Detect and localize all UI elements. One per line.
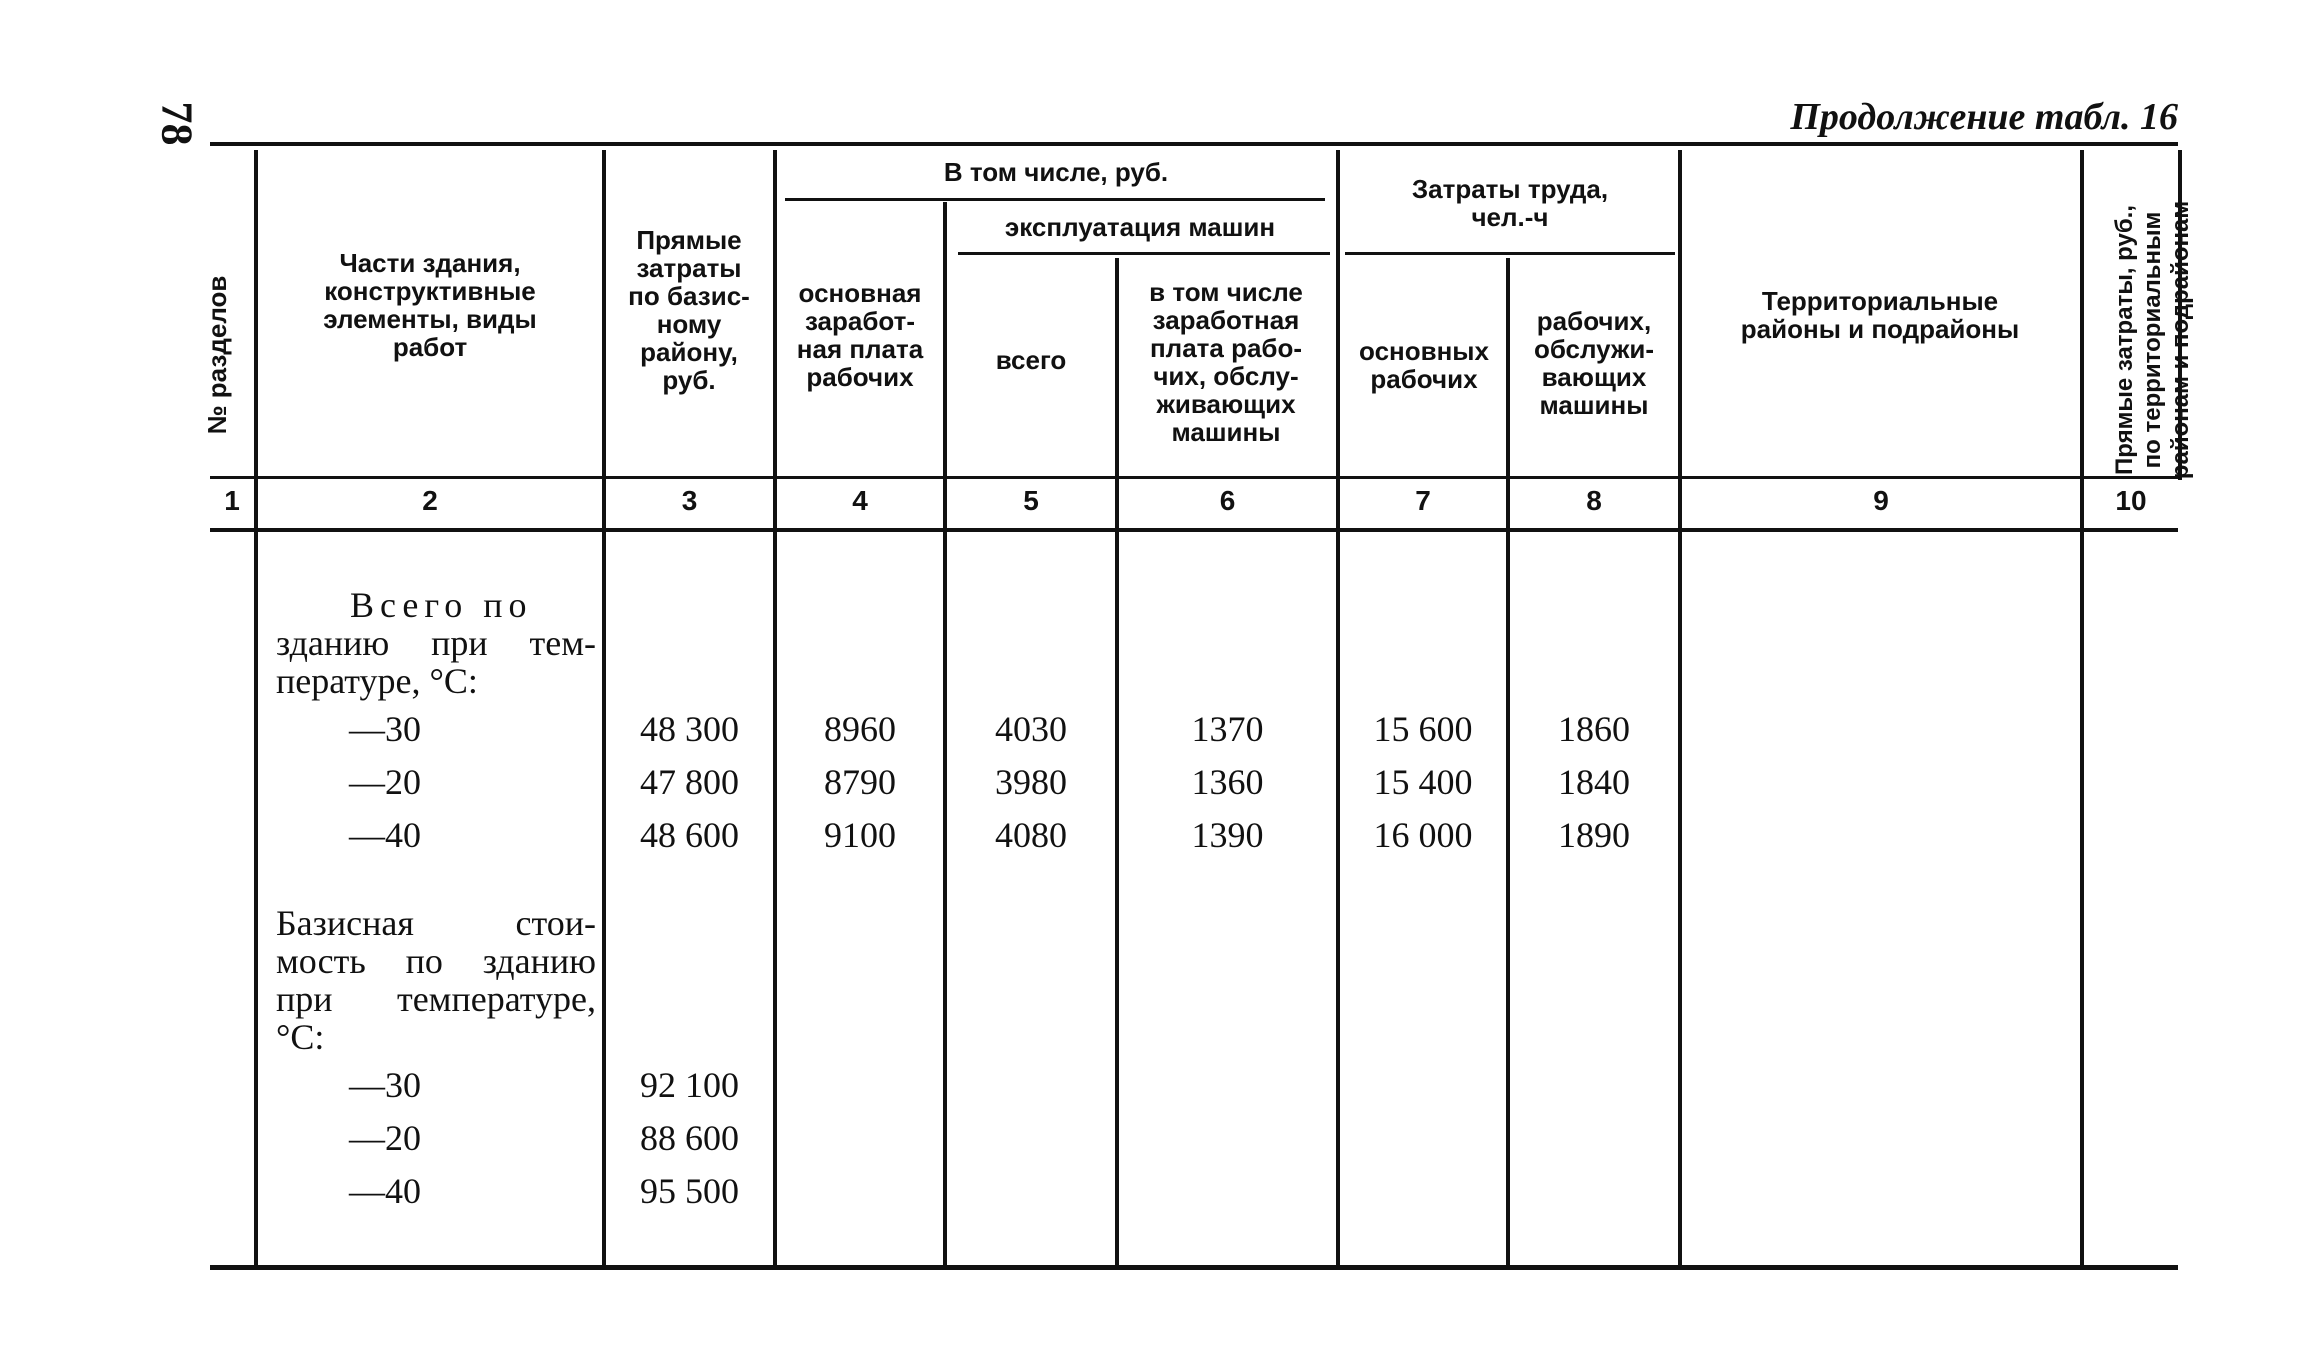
column-number-4: 4 [852,485,868,516]
header-machines-total: всего [995,345,1067,375]
labor-main-cell: 16 000 [1373,815,1473,855]
base-wage-cell: 8960 [824,709,896,749]
labor-machines-cell: 1860 [1558,709,1630,749]
header-machines-wage: в том числе заработная плата рабо- чих, обслу- живающих машины [1149,277,1303,447]
group-rule-machines [958,252,1330,255]
column-number-2: 2 [422,485,438,516]
table-bottom-rule [210,1265,2178,1270]
direct-costs-cell: 48 600 [640,815,739,855]
column-number-6: 6 [1219,485,1236,516]
header-territorial-costs: Прямые затраты, руб., по территориальным районам и подрайонам [2111,200,2194,480]
section-base-cost-title-line3: при температуре, [276,979,596,1019]
section-base-cost-title-line4: °C: [276,1017,325,1057]
labor-machines-cell: 1840 [1558,762,1630,802]
direct-costs-cell: 47 800 [640,762,739,802]
column-number-9: 9 [1873,485,1889,516]
base-wage-cell: 9100 [824,815,896,855]
section-base-cost-title-line1: Базисная стои- [276,903,596,943]
col-divider-9 [2080,150,2084,1265]
section-total-title-line2: зданию при тем- [276,623,596,663]
col-divider-1 [254,150,258,1265]
direct-costs-cell: 92 100 [640,1065,739,1105]
column-number-3: 3 [681,485,698,516]
direct-costs-cell: 95 500 [640,1171,739,1211]
header-section-number: № разделов [202,275,232,435]
group-rule-incl [785,198,1325,201]
column-number-5: 5 [1023,485,1039,516]
header-group-including: В том числе, руб. [943,157,1169,187]
page-number: 78 [152,101,202,146]
machines-total-cell: 3980 [995,762,1067,802]
machines-wage-cell: 1370 [1191,709,1264,749]
header-labor-main: основных рабочих [1359,336,1489,394]
section-total-title-line3: пературе, °C: [276,661,478,701]
section-total-title-line1 [350,586,590,624]
labor-machines-cell: 1890 [1558,815,1630,855]
machines-wage-cell: 1390 [1191,815,1264,855]
temperature-cell: —40 [349,815,421,855]
column-number-7: 7 [1415,485,1431,516]
header-direct-costs: Прямые затраты по базис- ному району, руб. [628,225,750,395]
temperature-cell: —30 [349,1065,421,1105]
temperature-cell: —20 [349,762,421,802]
base-wage-cell: 8790 [824,762,896,802]
column-number-10: 10 [2115,485,2147,516]
header-labor-machines: рабочих, обслужи- вающих машины [1533,305,1655,420]
group-rule-labor [1345,252,1675,255]
direct-costs-cell: 48 300 [640,709,739,749]
header-building-parts: Части здания, конструктивные элементы, виды работ [323,248,537,362]
machines-total-cell: 4080 [995,815,1067,855]
header-group-machines: эксплуатация машин [1004,212,1276,242]
section-base-cost-title-line2: мость по зданию [276,941,596,981]
section-total-title-text: Всего по [350,585,533,625]
temperature-cell: —20 [349,1118,421,1158]
header-territorial-regions: Территориальные районы и подрайоны [1740,286,2020,344]
header-base-wage: основная заработ- ная плата рабочих [796,278,924,392]
table-continuation-caption: Продолжение табл. 16 [1790,96,2178,138]
direct-costs-cell: 88 600 [640,1118,739,1158]
header-bottom-rule [210,476,2178,479]
column-number-1: 1 [224,485,240,516]
col-divider-8 [1678,150,1682,1265]
column-number-8: 8 [1586,485,1602,516]
header-group-labor: Затраты труда, чел.-ч [1411,174,1609,232]
temperature-cell: —40 [349,1171,421,1211]
numbers-bottom-rule [210,528,2178,532]
machines-wage-cell: 1360 [1191,762,1264,802]
labor-main-cell: 15 400 [1373,762,1473,802]
temperature-cell: —30 [349,709,421,749]
table-top-rule [210,142,2178,146]
labor-main-cell: 15 600 [1373,709,1473,749]
machines-total-cell: 4030 [995,709,1067,749]
